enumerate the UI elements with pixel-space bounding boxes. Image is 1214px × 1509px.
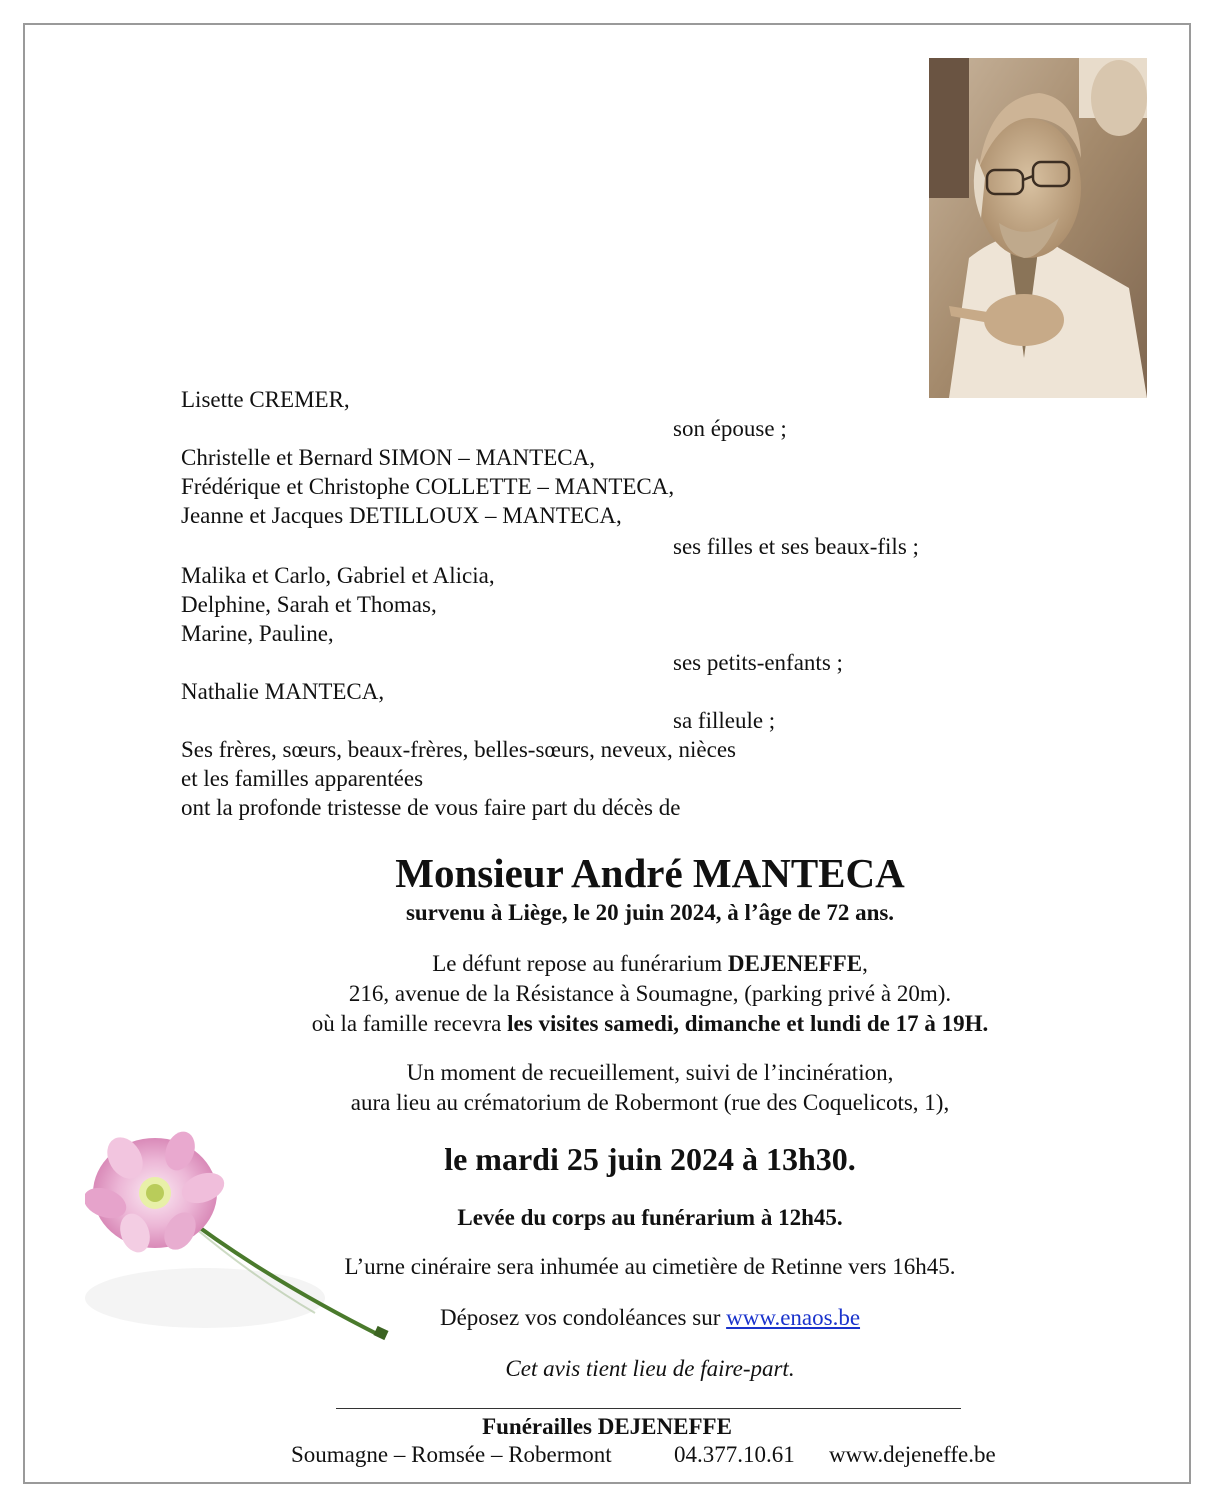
- levee-line: Levée du corps au funérarium à 12h45.: [457, 1205, 843, 1230]
- ceremony-line-1: Un moment de recueillement, suivi de l’incinération,: [406, 1060, 894, 1085]
- goddaughter-name: Nathalie MANTECA,: [181, 679, 385, 704]
- death-line: survenu à Liège, le 20 juin 2024, à l’âge de 72 ans.: [405, 900, 895, 925]
- grandchildren-line: Malika et Carlo, Gabriel et Alicia,: [181, 563, 495, 588]
- portrait-photo: [929, 58, 1147, 398]
- spouse-role: son épouse ;: [673, 416, 787, 441]
- footer-phone: 04.377.10.61: [674, 1442, 795, 1467]
- notice-line: Cet avis tient lieu de faire-part.: [505, 1356, 795, 1381]
- others-line: et les familles apparentées: [181, 766, 424, 791]
- grandchildren-line: Marine, Pauline,: [181, 621, 334, 646]
- others-line: ont la profonde tristesse de vous faire part du décès de: [181, 795, 681, 820]
- daughter-line: Frédérique et Christophe COLLETTE – MANTECA,: [181, 474, 675, 499]
- footer-contact: [0, 1440, 1214, 1470]
- daughters-role: ses filles et ses beaux-fils ;: [673, 534, 919, 559]
- goddaughter-role: sa filleule ;: [673, 708, 776, 733]
- ceremony-date: le mardi 25 juin 2024 à 13h30.: [444, 1141, 856, 1177]
- footer-company: Funérailles DEJENEFFE: [482, 1414, 732, 1439]
- flower-decoration: [85, 1128, 405, 1353]
- daughter-line: Christelle et Bernard SIMON – MANTECA,: [181, 445, 595, 470]
- daughter-line: Jeanne et Jacques DETILLOUX – MANTECA,: [181, 503, 622, 528]
- ceremony-line-2: aura lieu au crématorium de Robermont (rue des Coquelicots, 1),: [350, 1090, 950, 1115]
- visits-line: où la famille recevra les visites samedi, dimanche et lundi de 17 à 19H.: [311, 1011, 989, 1036]
- funerarium-address: 216, avenue de la Résistance à Soumagne, (parking privé à 20m).: [348, 981, 952, 1006]
- deceased-name: Monsieur André MANTECA: [395, 850, 905, 896]
- funerarium-line-1: Le défunt repose au funérarium DEJENEFFE,: [432, 951, 868, 976]
- grandchildren-line: Delphine, Sarah et Thomas,: [181, 592, 437, 617]
- footer-website[interactable]: www.dejeneffe.be: [829, 1442, 996, 1467]
- condolences-line: Déposez vos condoléances sur www.enaos.be: [439, 1305, 861, 1330]
- spouse-name: Lisette CREMER,: [181, 387, 350, 412]
- grandchildren-role: ses petits-enfants ;: [673, 650, 843, 675]
- urn-line: L’urne cinéraire sera inhumée au cimetière de Retinne vers 16h45.: [344, 1254, 956, 1279]
- footer-divider: [336, 1408, 961, 1409]
- condolences-link[interactable]: www.enaos.be: [726, 1305, 861, 1330]
- others-line: Ses frères, sœurs, beaux-frères, belles-sœurs, neveux, nièces: [181, 737, 736, 762]
- footer-locations: Soumagne – Romsée – Robermont: [291, 1442, 612, 1467]
